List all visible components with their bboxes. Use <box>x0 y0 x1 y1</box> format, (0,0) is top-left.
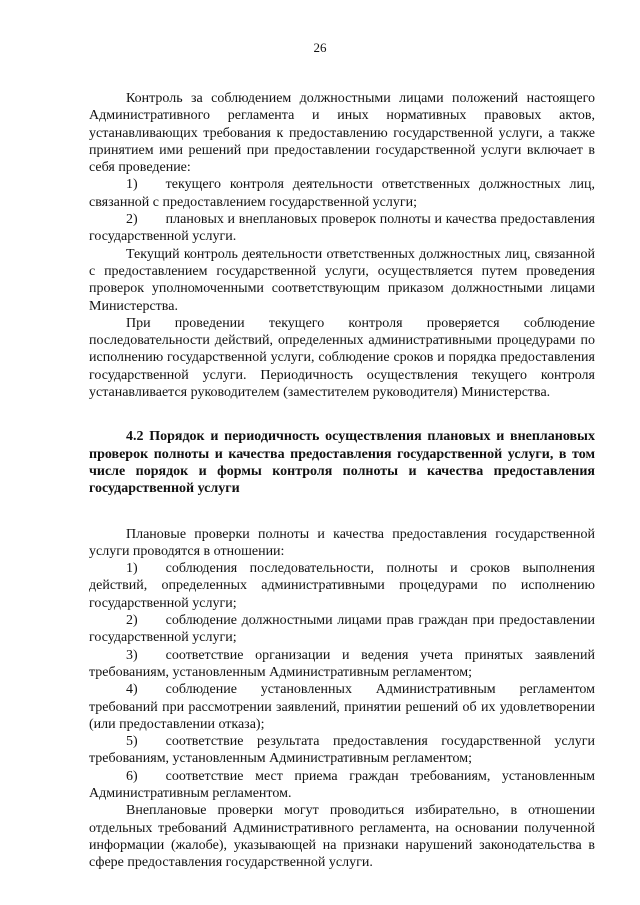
page-content <box>89 90 595 871</box>
list-item-intro-1: 1) текущего контроля деятельности ответственных должностных лиц, связанной с предоставлением государственной услуги; <box>89 177 595 210</box>
paragraph-planned-intro: Плановые проверки полноты и качества предоставления государственной услуги проводятся в отношении: <box>89 526 595 559</box>
list-item-intro-2: 2) плановых и внеплановых проверок полноты и качества предоставления государственной услуги. <box>89 212 595 245</box>
paragraph-current-control-check: При проведении текущего контроля проверяется соблюдение последовательности действий, определенных административными процедурами по исполнению государственной услуги, соблюдение сроков и порядка предоставления государственной услуги. Периодичность осуществления текущего контроля устанавливается руководителем (заместителем руководителя) Министерства. <box>89 315 595 401</box>
page-number: 26 <box>313 40 327 55</box>
paragraph-current-control: Текущий контроль деятельности ответственных должностных лиц, связанной с предоставлением государственной услуги, осуществляется путем проведения проверок уполномоченными соответствующим приказом должностными лицами Министерства. <box>89 246 595 314</box>
list-item-planned-2: 2) соблюдение должностными лицами прав граждан при предоставлении государственной услуги; <box>89 613 595 646</box>
list-item-planned-6: 6) соответствие мест приема граждан требованиям, установленным Административным регламентом. <box>89 768 595 801</box>
section-heading-4-2: 4.2 Порядок и периодичность осуществления плановых и внеплановых проверок полноты и качества предоставления государственной услуги, в том числе порядок и формы контроля полноты и качества предоставления государственной услуги <box>89 429 595 497</box>
paragraph-unplanned: Внеплановые проверки могут проводиться избирательно, в отношении отдельных требований Административного регламента, на основании полученной информации (жалобе), указывающей на признаки нарушений законодательства в сфере предоставления государственной услуги. <box>89 803 595 871</box>
paragraph-intro: Контроль за соблюдением должностными лицами положений настоящего Административного регламента и иных нормативных правовых актов, устанавливающих требования к предоставлению государственной услуги, а также принятием ими решений при предоставлении государственной услуги включает в себя проведение: <box>89 91 595 176</box>
list-item-planned-3: 3) соответствие организации и ведения учета принятых заявлений требованиям, установленным Административным регламентом; <box>89 647 595 680</box>
list-item-planned-5: 5) соответствие результата предоставления государственной услуги требованиям, установленным Административным регламентом; <box>89 734 595 767</box>
list-item-planned-1: 1) соблюдения последовательности, полноты и сроков выполнения действий, определенных административными процедурами по исполнению государственной услуги; <box>89 561 595 611</box>
list-item-planned-4: 4) соблюдение установленных Административным регламентом требований при рассмотрении заявлений, принятии решений об их удовлетворении (или предоставлении отказа); <box>89 682 595 732</box>
